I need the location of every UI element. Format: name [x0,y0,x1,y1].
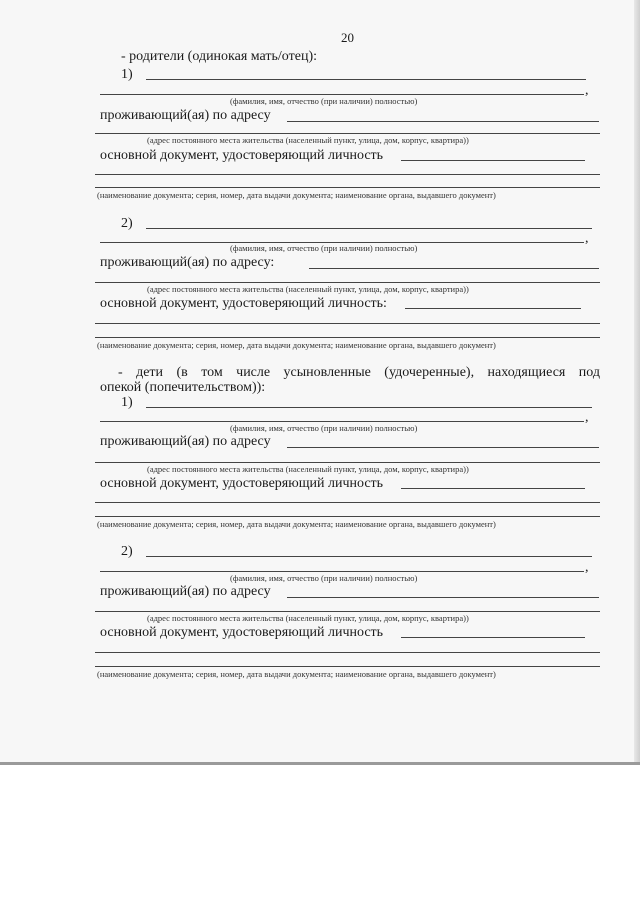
child-2-fio-line-2[interactable] [100,571,584,572]
parent-1-number: 1) [121,67,133,82]
parent-1-doc-label: основной документ, удостоверяющий личность [100,148,384,163]
parent-2-doc-line-3[interactable] [95,337,600,338]
parent-2-address-line-1[interactable] [309,268,599,269]
child-2-caption-fio: (фамилия, имя, отчество (при наличии) полностью) [230,573,418,583]
parent-1-doc-line-2[interactable] [95,174,600,175]
parent-1-comma: , [585,83,589,98]
child-1-caption-address: (адрес постоянного места жительства (населенный пункт, улица, дом, корпус, квартира)) [147,464,469,474]
parent-1-doc-line-1[interactable] [401,160,585,161]
parent-1-address-line-2[interactable] [95,133,600,134]
child-2-doc-line-2[interactable] [95,652,600,653]
children-heading-line-1: - дети (в том числе усыновленные (удочеренные), находящиеся под [118,365,600,380]
parent-2-comma: , [585,231,589,246]
parent-1-address-line-1[interactable] [287,121,599,122]
child-1-comma: , [585,410,589,425]
child-2-number: 2) [121,544,133,559]
parent-2-fio-line-1[interactable] [146,228,592,229]
parent-2-number: 2) [121,216,133,231]
parent-2-caption-fio: (фамилия, имя, отчество (при наличии) полностью) [230,243,418,253]
page-number: 20 [341,30,354,45]
child-2-address-line-2[interactable] [95,611,600,612]
parent-1-fio-line-2[interactable] [100,94,584,95]
parent-2-address-line-2[interactable] [95,282,600,283]
parent-1-fio-line-1[interactable] [146,79,586,80]
parent-2-address-label: проживающий(ая) по адресу: [100,255,275,270]
parents-heading: - родители (одинокая мать/отец): [121,49,317,64]
child-2-address-line-1[interactable] [287,597,599,598]
parent-2-doc-line-2[interactable] [95,323,600,324]
child-2-comma: , [585,560,589,575]
child-2-doc-line-1[interactable] [401,637,585,638]
child-1-doc-line-2[interactable] [95,502,600,503]
parent-2-doc-line-1[interactable] [405,308,581,309]
child-1-caption-fio: (фамилия, имя, отчество (при наличии) полностью) [230,423,418,433]
child-1-caption-doc: (наименование документа; серия, номер, дата выдачи документа; наименование органа, выдавшего документ) [97,519,496,529]
child-1-fio-line-1[interactable] [146,407,592,408]
children-heading-line-2: опекой (попечительством)): [100,380,266,395]
child-1-fio-line-2[interactable] [100,421,584,422]
parent-1-caption-fio: (фамилия, имя, отчество (при наличии) полностью) [230,96,418,106]
child-2-fio-line-1[interactable] [146,556,592,557]
child-1-doc-line-1[interactable] [401,488,585,489]
parent-1-doc-line-3[interactable] [95,187,600,188]
child-1-address-line-2[interactable] [95,462,600,463]
child-2-caption-doc: (наименование документа; серия, номер, дата выдачи документа; наименование органа, выдавшего документ) [97,669,496,679]
child-2-doc-line-3[interactable] [95,666,600,667]
child-1-doc-line-3[interactable] [95,516,600,517]
child-2-address-label: проживающий(ая) по адресу [100,584,271,599]
child-1-address-line-1[interactable] [287,447,599,448]
child-2-caption-address: (адрес постоянного места жительства (населенный пункт, улица, дом, корпус, квартира)) [147,613,469,623]
parent-1-caption-address: (адрес постоянного места жительства (населенный пункт, улица, дом, корпус, квартира)) [147,135,469,145]
child-1-address-label: проживающий(ая) по адресу [100,434,271,449]
child-2-doc-label: основной документ, удостоверяющий личность [100,625,384,640]
child-1-doc-label: основной документ, удостоверяющий личность [100,476,384,491]
parent-2-doc-label: основной документ, удостоверяющий личность: [100,296,387,311]
parent-1-address-label: проживающий(ая) по адресу [100,108,271,123]
parent-1-caption-doc: (наименование документа; серия, номер, дата выдачи документа; наименование органа, выдавшего документ) [97,190,496,200]
parent-2-caption-address: (адрес постоянного места жительства (населенный пункт, улица, дом, корпус, квартира)) [147,284,469,294]
child-1-number: 1) [121,395,133,410]
parent-2-caption-doc: (наименование документа; серия, номер, дата выдачи документа; наименование органа, выдавшего документ) [97,340,496,350]
